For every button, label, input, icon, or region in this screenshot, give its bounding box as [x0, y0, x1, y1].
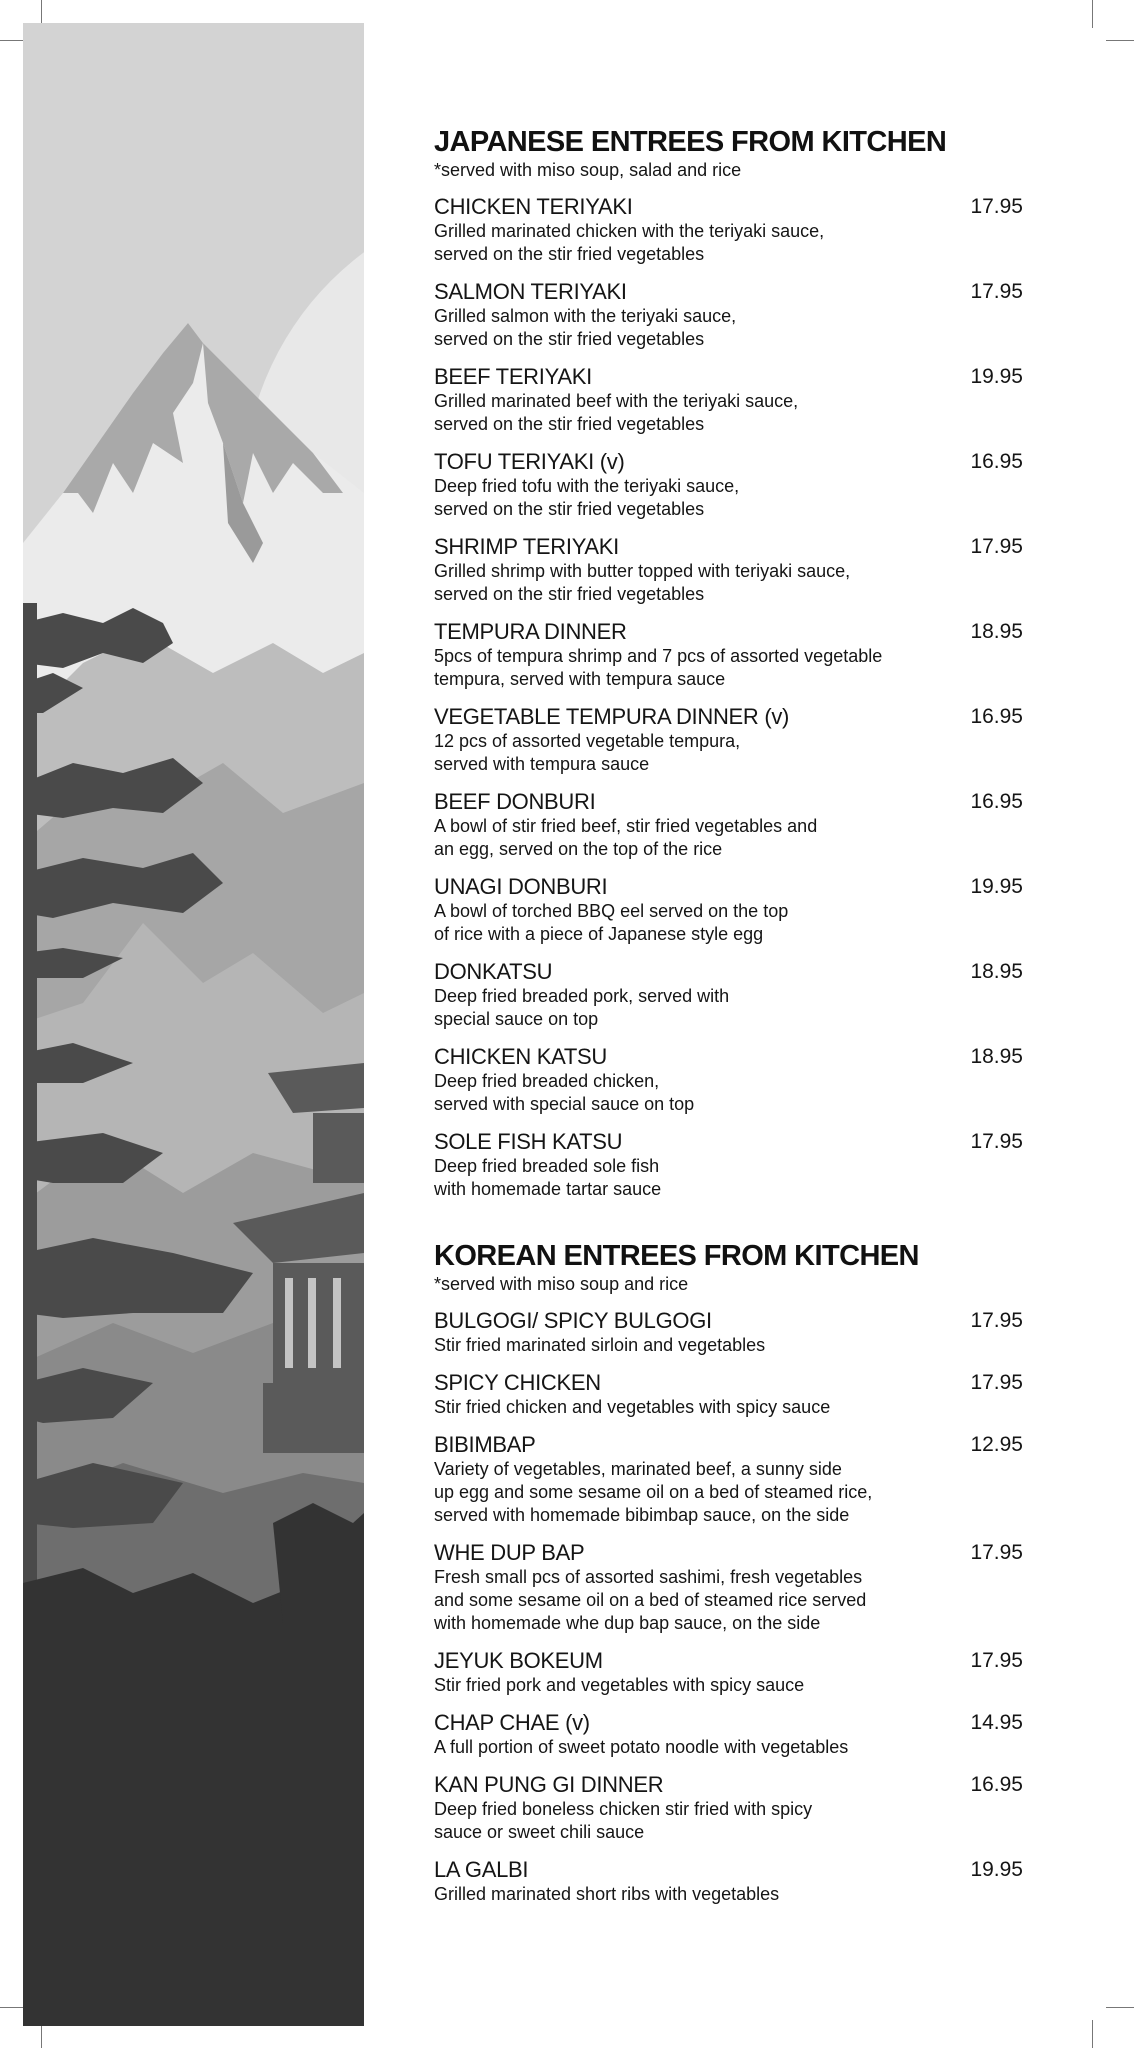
item-price: 19.95	[970, 365, 1023, 388]
item-description-line: Variety of vegetables, marinated beef, a sunny side	[434, 1459, 842, 1479]
item-name: DONKATSU	[434, 959, 553, 984]
item-description-line: Grilled shrimp with butter topped with teriyaki sauce,	[434, 561, 851, 581]
menu-item	[434, 364, 1054, 436]
section-title: KOREAN ENTREES FROM KITCHEN	[434, 1240, 919, 1272]
item-description	[434, 1070, 954, 1116]
item-name: WHE DUP BAP	[434, 1540, 585, 1565]
item-description-line: Stir fried chicken and vegetables with spicy sauce	[434, 1397, 831, 1417]
item-name: CHICKEN TERIYAKI	[434, 194, 633, 219]
menu-item	[434, 704, 1054, 776]
item-description-line: with homemade whe dup bap sauce, on the side	[434, 1613, 821, 1633]
item-name: KAN PUNG GI DINNER	[434, 1772, 664, 1797]
item-description	[434, 815, 954, 861]
menu-item	[434, 1857, 1054, 1906]
item-description-line: served with homemade bibimbap sauce, on the side	[434, 1505, 850, 1525]
menu-content	[434, 125, 1054, 1919]
menu-item	[434, 194, 1054, 266]
crop-mark-top-right-h	[1106, 40, 1134, 41]
item-name: BEEF DONBURI	[434, 789, 596, 814]
item-description-line: sauce or sweet chili sauce	[434, 1822, 645, 1842]
item-name: UNAGI DONBURI	[434, 874, 608, 899]
menu-item	[434, 534, 1054, 606]
item-description	[434, 1396, 954, 1419]
crop-mark-bottom-right-v	[1092, 2020, 1093, 2048]
menu-item	[434, 789, 1054, 861]
item-description-line: Deep fried breaded chicken,	[434, 1071, 660, 1091]
menu-item	[434, 959, 1054, 1031]
menu-item	[434, 449, 1054, 521]
item-description	[434, 1736, 954, 1759]
item-name: BEEF TERIYAKI	[434, 364, 592, 389]
item-description-line: Grilled marinated chicken with the teriyaki sauce,	[434, 221, 825, 241]
item-name: BULGOGI/ SPICY BULGOGI	[434, 1308, 712, 1333]
item-price: 18.95	[970, 620, 1023, 643]
item-price: 16.95	[970, 705, 1023, 728]
item-description	[434, 1674, 954, 1697]
item-description-line: Stir fried pork and vegetables with spicy sauce	[434, 1675, 805, 1695]
item-price: 18.95	[970, 960, 1023, 983]
item-description-line: with homemade tartar sauce	[434, 1179, 662, 1199]
item-description-line: Deep fried breaded pork, served with	[434, 986, 730, 1006]
item-name: SHRIMP TERIYAKI	[434, 534, 619, 559]
item-price: 17.95	[970, 1371, 1023, 1394]
section-note: *served with miso soup and rice	[434, 1274, 689, 1294]
item-description-line: Deep fried tofu with the teriyaki sauce,	[434, 476, 740, 496]
item-price: 17.95	[970, 280, 1023, 303]
item-description	[434, 1458, 954, 1527]
item-description-line: A bowl of torched BBQ eel served on the top	[434, 901, 789, 921]
item-name: SPICY CHICKEN	[434, 1370, 601, 1395]
item-name: SOLE FISH KATSU	[434, 1129, 623, 1154]
item-description	[434, 1798, 954, 1844]
item-description-line: 12 pcs of assorted vegetable tempura,	[434, 731, 741, 751]
item-name: CHICKEN KATSU	[434, 1044, 607, 1069]
item-description-line: served on the stir fried vegetables	[434, 414, 705, 434]
item-description-line: served with tempura sauce	[434, 754, 650, 774]
landscape-illustration	[23, 23, 364, 2026]
item-description-line: Deep fried breaded sole fish	[434, 1156, 660, 1176]
menu-item	[434, 1772, 1054, 1844]
item-price: 19.95	[970, 1858, 1023, 1881]
item-price: 17.95	[970, 195, 1023, 218]
menu-item	[434, 1540, 1054, 1635]
crop-mark-bottom-right-h	[1106, 2007, 1134, 2008]
item-description-line: of rice with a piece of Japanese style egg	[434, 924, 764, 944]
menu-item	[434, 874, 1054, 946]
menu-item	[434, 1129, 1054, 1201]
menu-item	[434, 1432, 1054, 1527]
item-description-line: served with special sauce on top	[434, 1094, 695, 1114]
menu-item	[434, 1308, 1054, 1357]
item-description	[434, 900, 954, 946]
menu-item	[434, 1044, 1054, 1116]
item-description-line: and some sesame oil on a bed of steamed rice served	[434, 1590, 867, 1610]
item-price: 14.95	[970, 1711, 1023, 1734]
item-description-line: Deep fried boneless chicken stir fried with spicy	[434, 1799, 813, 1819]
japanese-entrees-section	[434, 125, 1054, 1201]
section-note: *served with miso soup, salad and rice	[434, 160, 742, 180]
item-description-line: A bowl of stir fried beef, stir fried vegetables and	[434, 816, 818, 836]
menu-item	[434, 279, 1054, 351]
item-description-line: served on the stir fried vegetables	[434, 499, 705, 519]
item-price: 12.95	[970, 1433, 1023, 1456]
item-name: LA GALBI	[434, 1857, 529, 1882]
item-name: SALMON TERIYAKI	[434, 279, 627, 304]
crop-mark-top-right-v	[1092, 0, 1093, 28]
item-price: 19.95	[970, 875, 1023, 898]
item-description-line: Grilled marinated beef with the teriyaki sauce,	[434, 391, 799, 411]
item-description-line: served on the stir fried vegetables	[434, 329, 705, 349]
item-description	[434, 645, 954, 691]
item-description	[434, 305, 954, 351]
section-title: JAPANESE ENTREES FROM KITCHEN	[434, 126, 947, 158]
item-description-line: served on the stir fried vegetables	[434, 244, 705, 264]
item-description-line: 5pcs of tempura shrimp and 7 pcs of assorted vegetable	[434, 646, 883, 666]
item-description-line: Fresh small pcs of assorted sashimi, fresh vegetables	[434, 1567, 863, 1587]
item-description-line: Grilled marinated short ribs with vegetables	[434, 1884, 780, 1904]
item-description-line: up egg and some sesame oil on a bed of steamed rice,	[434, 1482, 873, 1502]
item-description-line: served on the stir fried vegetables	[434, 584, 705, 604]
menu-items	[434, 1308, 1054, 1906]
item-price: 17.95	[970, 1541, 1023, 1564]
item-name: TEMPURA DINNER	[434, 619, 627, 644]
item-description	[434, 1883, 954, 1906]
menu-items	[434, 194, 1054, 1201]
item-price: 17.95	[970, 1309, 1023, 1332]
item-price: 18.95	[970, 1045, 1023, 1068]
item-description-line: Grilled salmon with the teriyaki sauce,	[434, 306, 737, 326]
item-price: 16.95	[970, 450, 1023, 473]
item-description-line: an egg, served on the top of the rice	[434, 839, 723, 859]
item-price: 16.95	[970, 790, 1023, 813]
item-price: 17.95	[970, 1130, 1023, 1153]
item-price: 17.95	[970, 1649, 1023, 1672]
item-description	[434, 1155, 954, 1201]
item-description	[434, 1566, 954, 1635]
item-name: TOFU TERIYAKI (v)	[434, 449, 625, 474]
item-description-line: A full portion of sweet potato noodle with vegetables	[434, 1737, 849, 1757]
item-description	[434, 220, 954, 266]
menu-item	[434, 1370, 1054, 1419]
item-description-line: special sauce on top	[434, 1009, 599, 1029]
item-price: 16.95	[970, 1773, 1023, 1796]
item-description	[434, 475, 954, 521]
menu-item	[434, 619, 1054, 691]
item-description-line: Stir fried marinated sirloin and vegetables	[434, 1335, 766, 1355]
item-description	[434, 730, 954, 776]
item-description	[434, 560, 954, 606]
item-description	[434, 985, 954, 1031]
item-name: VEGETABLE TEMPURA DINNER (v)	[434, 704, 790, 729]
menu-item	[434, 1648, 1054, 1697]
menu-item	[434, 1710, 1054, 1759]
item-description	[434, 390, 954, 436]
item-price: 17.95	[970, 535, 1023, 558]
item-description-line: tempura, served with tempura sauce	[434, 669, 726, 689]
item-description	[434, 1334, 954, 1357]
item-name: CHAP CHAE (v)	[434, 1710, 590, 1735]
item-name: BIBIMBAP	[434, 1432, 536, 1457]
korean-entrees-section	[434, 1239, 1054, 1906]
item-name: JEYUK BOKEUM	[434, 1648, 603, 1673]
